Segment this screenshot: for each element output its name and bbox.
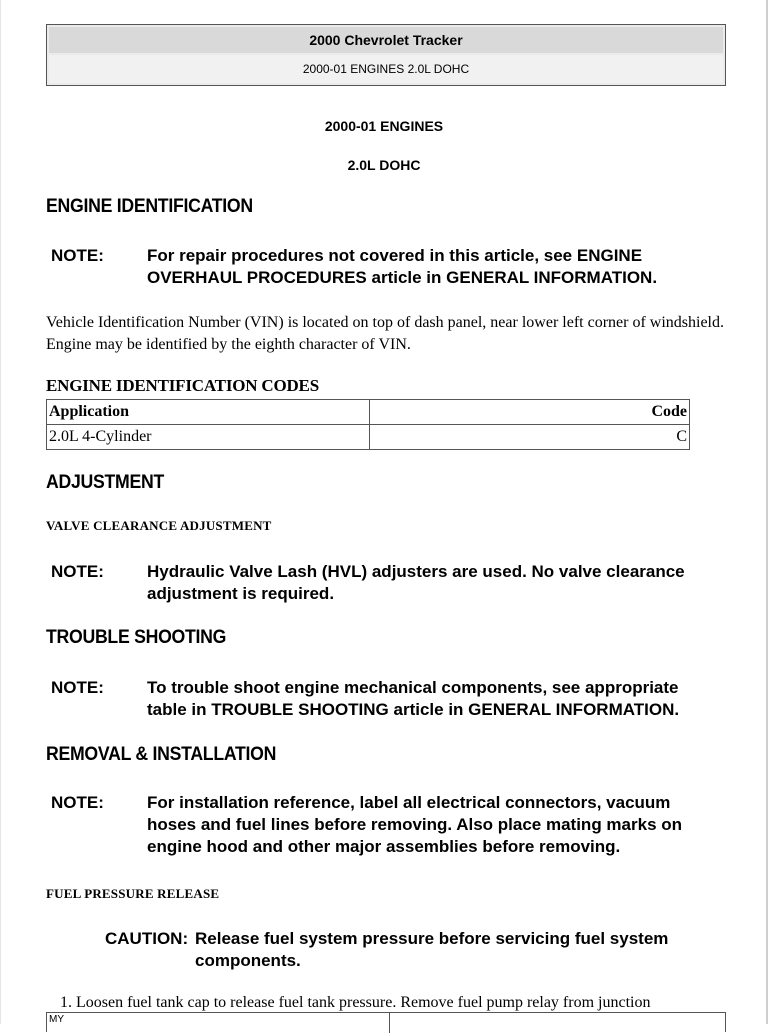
doc-heading-line1: 2000-01 ENGINES [324, 118, 444, 134]
caution-text: Release fuel system pressure before servicing fuel system components. [195, 929, 669, 970]
subsection-fuel-pressure-release: FUEL PRESSURE RELEASE [46, 886, 220, 901]
note-text: To trouble shoot engine mechanical components, see appropriate table in TROUBLE SHOOTING article in GENERAL INFORMATION. [147, 678, 680, 719]
cell-code: C [370, 425, 690, 450]
col-header-application: Application [47, 400, 370, 425]
subsection-valve-clearance: VALVE CLEARANCE ADJUSTMENT [46, 518, 272, 533]
bottom-table [46, 1012, 726, 1032]
bottom-table-cell: MY [47, 1013, 390, 1033]
note-label: NOTE: [51, 678, 104, 697]
vin-paragraph: Vehicle Identification Number (VIN) is located on top of dash panel, near lower left corner of windshield. Engine may be identified by the eighth character of VIN. [46, 314, 724, 353]
engine-codes-table [46, 399, 690, 450]
caution-label: CAUTION: [105, 929, 189, 948]
section-engine-identification: ENGINE IDENTIFICATION [46, 196, 253, 217]
section-removal-installation: REMOVAL & INSTALLATION [46, 744, 277, 765]
codes-table-title: ENGINE IDENTIFICATION CODES [46, 376, 319, 395]
col-header-code: Code [370, 400, 690, 425]
header-subtitle: 2000-01 ENGINES 2.0L DOHC [49, 55, 723, 83]
doc-heading-line2: 2.0L DOHC [347, 157, 421, 173]
step-1: 1. Loosen fuel tank cap to release fuel tank pressure. Remove fuel pump relay from junction [60, 994, 651, 1011]
section-trouble-shooting: TROUBLE SHOOTING [46, 627, 227, 648]
note-text: For repair procedures not covered in this article, see ENGINE OVERHAUL PROCEDURES article in GENERAL INFORMATION. [147, 246, 658, 287]
table-header-row [47, 400, 690, 425]
note-text: Hydraulic Valve Lash (HVL) adjusters are used. No valve clearance adjustment is required. [147, 562, 685, 603]
table-row [47, 425, 690, 450]
cell-application: 2.0L 4-Cylinder [47, 425, 370, 450]
note-label: NOTE: [51, 793, 104, 812]
note-text: For installation reference, label all electrical connectors, vacuum hoses and fuel lines before removing. Also place mating marks on engine hood and other major assemblies before removing. [147, 793, 683, 856]
header-title: 2000 Chevrolet Tracker [49, 27, 723, 53]
section-adjustment: ADJUSTMENT [46, 472, 164, 493]
page-edge-left [0, 0, 1, 1024]
note-label: NOTE: [51, 562, 104, 581]
document-header [46, 24, 726, 86]
note-label: NOTE: [51, 246, 104, 265]
